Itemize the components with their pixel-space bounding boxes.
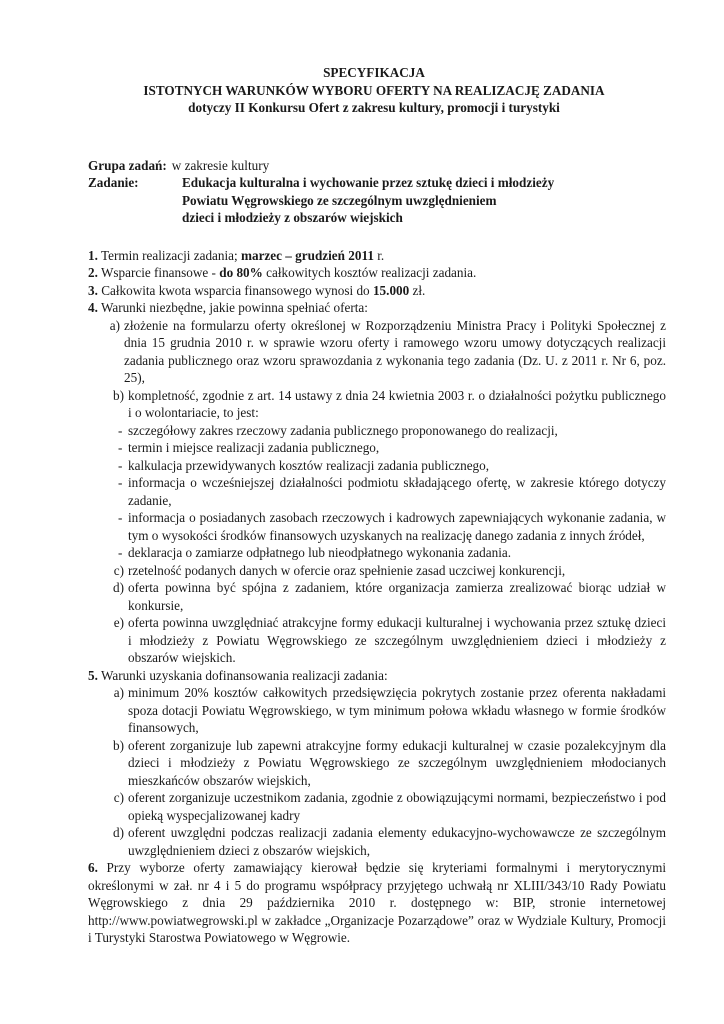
dash-item: - termin i miejsce realizacji zadania publicznego, [118, 440, 380, 455]
document-header [82, 64, 666, 117]
contest-line: dotyczy II Konkursu Ofert z zakresu kultury, promocji i turystyki [188, 100, 560, 115]
item-5c: c) oferent zorganizuje uczestnikom zadania, zgodnie z obowiązującymi normami, bezpieczeństwo i pod opieką wyspecjalizowanej kadry [113, 790, 666, 823]
item-4c: c) rzetelność podanych danych w ofercie oraz spełnienie zasad uczciwej konkurencji, [113, 562, 566, 578]
task-line: Powiatu Węgrowskiego ze szczególnym uwzględnieniem [182, 192, 497, 208]
specification-body [88, 247, 666, 947]
item-4b: b) kompletność, zgodnie z art. 14 ustawy z dnia 24 kwietnia 2003 r. o działalności pożytku publicznego i o wolontariacie, to jest: [113, 387, 666, 420]
item-5b: b) oferent zorganizuje lub zapewni atrakcyjne formy edukacji kulturalnej w czasie pozalekcyjnym dla dzieci i młodzieży z Powiatu Węgrowskiego ze szczególnym uwzględnieniem młodocianych mieszkańców obszarów wiejskich, [113, 737, 666, 788]
item-3: 3. Całkowita kwota wsparcia finansowego wynosi do 15.000 zł. [88, 282, 426, 298]
item-4e: e) oferta powinna uwzględniać atrakcyjne formy edukacji kulturalnej i wychowania przez sztukę dzieci i młodzieży z Powiatu Węgrowskiego ze szczególnym uwzględnieniem dzieci i młodzieży z obszarów wiejskich. [113, 615, 666, 665]
dash-item: - kalkulacja przewidywanych kosztów realizacji zadania publicznego, [118, 457, 490, 473]
task-title [182, 174, 554, 227]
item-5: 5. Warunki uzyskania dofinansowania realizacji zadania: [88, 667, 388, 683]
item-2: 2. Wsparcie finansowe - do 80% całkowitych kosztów realizacji zadania. [88, 265, 477, 280]
group-label: Grupa zadań: [88, 157, 167, 173]
task-line: Edukacja kulturalna i wychowanie przez sztukę dzieci i młodzieży [182, 175, 555, 190]
item-1: 1. Termin realizacji zadania; marzec – grudzień 2011 r. [88, 247, 385, 263]
dash-item: - deklaracja o zamiarze odpłatnego lub nieodpłatnego wykonania zadania. [118, 545, 512, 560]
subtitle: ISTOTNYCH WARUNKÓW WYBORU OFERTY NA REALIZACJĘ ZADANIA [143, 82, 605, 98]
group-value: w zakresie kultury [171, 157, 270, 173]
item-4: 4. Warunki niezbędne, jakie powinna spełniać oferta: [88, 300, 368, 315]
task-line: dzieci i młodzieży z obszarów wiejskich [182, 210, 403, 225]
item-5d: d) oferent uwzględni podczas realizacji zadania elementy edukacyjno-wychowawcze ze szczególnym uwzględnieniem dzieci z obszarów wiejskich, [113, 825, 666, 858]
task-group [88, 157, 666, 227]
dash-item: - informacja o posiadanych zasobach rzeczowych i kadrowych zapewniających wykonanie zadania, w tym o wysokości środków finansowych uzyskanych na realizację danego zadania z innych źródeł, [118, 510, 666, 543]
title: SPECYFIKACJA [323, 65, 425, 80]
dash-item: - informacja o wcześniejszej działalności podmiotu składającego ofertę, w zakresie którego dotyczy zadanie, [118, 475, 666, 508]
dash-item: - szczegółowy zakres rzeczowy zadania publicznego proponowanego do realizacji, [118, 422, 558, 438]
item-4d: d) oferta powinna być spójna z zadaniem, które organizacja zamierza zrealizować biorąc udział w konkursie, [113, 580, 666, 613]
item-5a: a) minimum 20% kosztów całkowitych przedsięwzięcia pokrytych zostanie przez oferenta nakładami spoza dotacji Powiatu Węgrowskiego, w tym minimum połowa wkładu własnego w formie środków finansowych, [113, 685, 666, 735]
task-label: Zadanie: [88, 175, 139, 190]
item-4a: a) złożenie na formularzu oferty określonej w Rozporządzeniu Ministra Pracy i Polityki Społecznej z dnia 15 grudnia 2010 r. w sprawie wzoru oferty i ramowego wzoru umowy dotyczących realizacji zadania publicznego oraz wzoru sprawozdania z wykonania tego zadania (Dz. U. z 2011 r. Nr 6, poz. 25), [109, 317, 666, 385]
item-6: 6. Przy wyborze oferty zamawiający kierował będzie się kryteriami formalnymi i merytorycznymi określonymi w zał. nr 4 i 5 do programu współpracy przyjętego uchwałą nr XLIII/343/10 Rady Powiatu Węgrowskiego z dnia 29 października 2010 r. dostępnego w: BIP, stronie internetowej http://www.powiatwegrowski.pl w zakładce „Organizacje Pozarządowe” oraz w Wydziale Kultury, Promocji i Turystyki Starostwa Powiatowego w Węgrowie. [88, 860, 666, 945]
